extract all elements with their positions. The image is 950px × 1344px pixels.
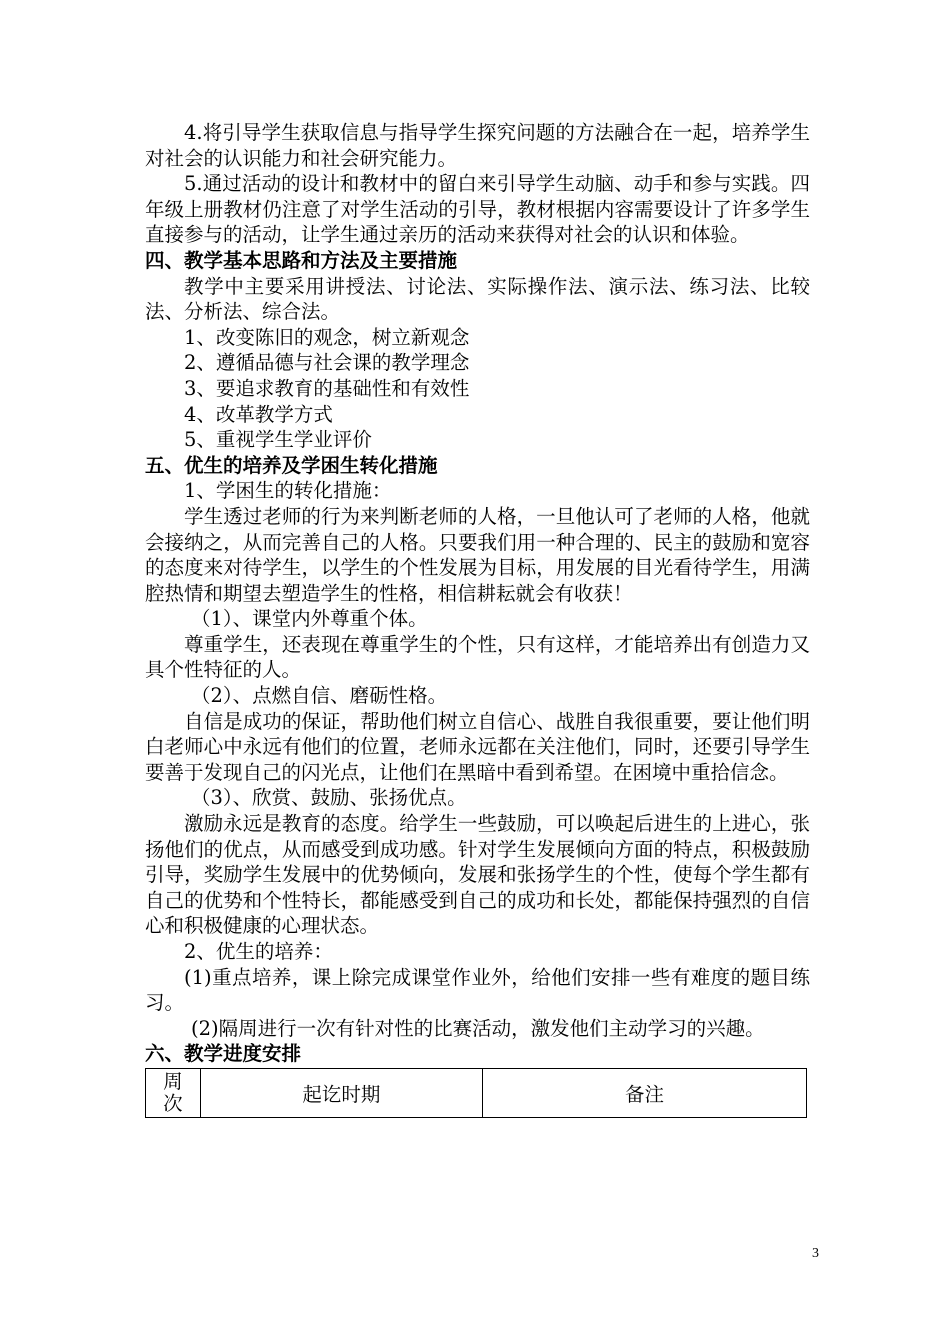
section5-point-2-text: 自信是成功的保证，帮助他们树立自信心、战胜自我很重要，要让他们明白老师心中永远有他们的位置，老师永远都在关注他们，同时，还要引导学生要善于发现自己的闪光点，让他们在黑暗中看到希望。在困境中重拾信念。 [145, 709, 810, 784]
table-header-row [146, 1068, 807, 1117]
paragraph-item-5: 5.通过活动的设计和教材中的留白来引导学生动脑、动手和参与实践。四年级上册教材仍注意了对学生活动的引导，教材根据内容需要设计了许多学生直接参与的活动，让学生通过亲历的活动来获得对社会的认识和体验。 [145, 172, 810, 247]
paragraph-item-4: 4.将引导学生获取信息与指导学生探究问题的方法融合在一起，培养学生对社会的认识能力和社会研究能力。 [145, 121, 810, 170]
header-week-line1: 周 [163, 1069, 183, 1093]
section5-point-1-text: 尊重学生，还表现在尊重学生的个性，只有这样，才能培养出有创造力又具个性特征的人。 [145, 632, 810, 682]
section5-subheading-2: 2、优生的培养： [184, 940, 333, 963]
section4-item: 3、要追求教育的基础性和有效性 [184, 376, 470, 400]
header-notes-cell: 备注 [483, 1068, 807, 1117]
header-period-cell: 起讫时期 [200, 1068, 482, 1117]
section5-sub2-item-2: (2)隔周进行一次有针对性的比赛活动，激发他们主动学习的兴趣。 [191, 1016, 765, 1040]
section4-item: 2、遵循品德与社会课的教学理念 [184, 351, 470, 375]
section4-item: 4、改革教学方式 [184, 402, 333, 426]
section-heading-4: 四、教学基本思路和方法及主要措施 [145, 248, 458, 272]
header-week-cell [146, 1068, 201, 1117]
section5-subheading-1: 1、学困生的转化措施： [184, 479, 392, 503]
section4-intro: 教学中主要采用讲授法、讨论法、实际操作法、演示法、练习法、比较法、分析法、综合法。 [145, 274, 810, 324]
section-heading-5: 五、优生的培养及学困生转化措施 [145, 453, 438, 477]
section5-sub2-item-1: (1)重点培养，课上除完成课堂作业外，给他们安排一些有难度的题目练习。 [145, 965, 810, 1015]
section5-sub1-text: 学生透过老师的行为来判断老师的人格，一旦他认可了老师的人格，他就会接纳之，从而完善自己的人格。只要我们用一种合理的、民主的鼓励和宽容的态度来对待学生，以学生的个性发展为目标，用发展的目光看待学生，用满腔热情和期望去塑造学生的性格，相信耕耘就会有收获！ [145, 504, 810, 605]
section-heading-6: 六、教学进度安排 [145, 1042, 302, 1066]
schedule-table [145, 1068, 807, 1118]
section5-point-1: （1）、课堂内外尊重个体。 [191, 607, 428, 631]
document-body [145, 120, 810, 1118]
page-number: 3 [812, 1246, 819, 1261]
section4-item: 5、重视学生学业评价 [184, 428, 372, 452]
header-week-line2: 次 [163, 1091, 183, 1115]
section5-point-3: （3）、欣赏、鼓励、张扬优点。 [191, 786, 467, 810]
section5-point-2: （2）、点燃自信、磨砺性格。 [191, 684, 448, 708]
section5-point-3-text: 激励永远是教育的态度。给学生一些鼓励，可以唤起后进生的上进心，张扬他们的优点，从而感受到成功感。针对学生发展倾向方面的特点，积极鼓励引导，奖励学生发展中的优势倾向，发展和张扬学生的个性，使每个学生都有自己的优势和个性特长，都能感受到自己的成功和长处，都能保持强烈的自信心和积极健康的心理状态。 [145, 812, 810, 938]
section4-item: 1、改变陈旧的观念，树立新观念 [184, 325, 470, 349]
